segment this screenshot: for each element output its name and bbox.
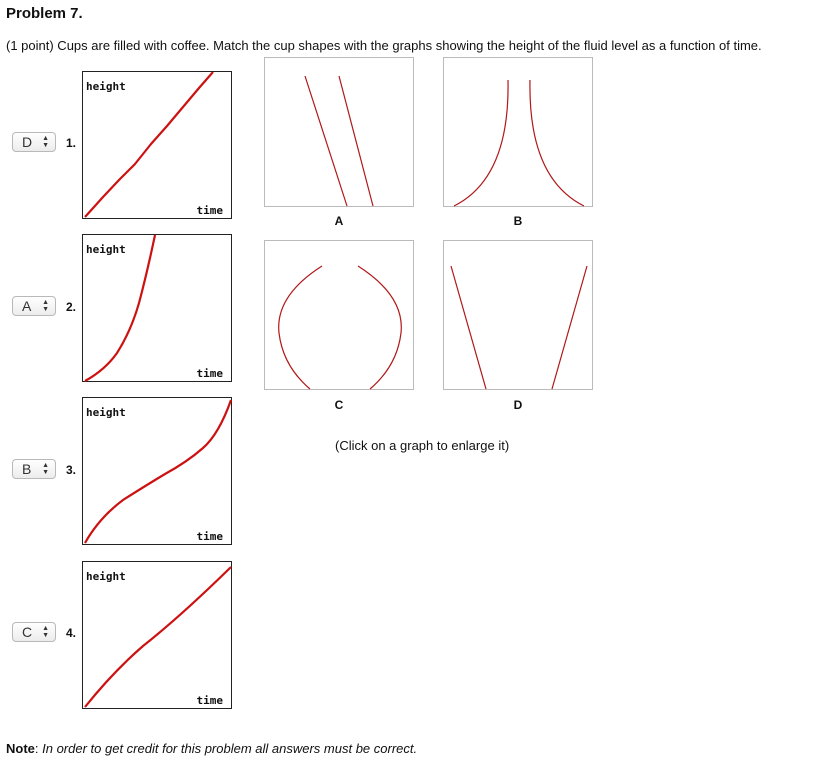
x-axis-label: time xyxy=(196,204,223,217)
cup-shape-b[interactable] xyxy=(443,57,593,207)
y-axis-label: height xyxy=(86,243,126,256)
answer-select-1[interactable] xyxy=(12,132,56,152)
cup-label-b: B xyxy=(513,214,523,228)
note-text: In order to get credit for this problem all answers must be correct. xyxy=(42,741,418,756)
cup-shape-d[interactable] xyxy=(443,240,593,390)
note-label: Note xyxy=(6,741,35,756)
graph-number: 1. xyxy=(66,136,77,150)
updown-arrows-icon: ▲ ▼ xyxy=(42,299,49,313)
selected-value: B xyxy=(22,461,32,477)
cup-outline xyxy=(444,241,594,391)
updown-arrows-icon: ▲ ▼ xyxy=(42,625,49,639)
graph-number: 4. xyxy=(66,626,77,640)
problem-title: Problem 7. xyxy=(6,5,83,22)
y-axis-label: height xyxy=(86,570,126,583)
x-axis-label: time xyxy=(196,530,223,543)
updown-arrows-icon: ▲ ▼ xyxy=(42,135,49,149)
height-curve xyxy=(83,72,233,220)
height-curve xyxy=(83,235,233,383)
selected-value: C xyxy=(22,624,33,640)
height-curve xyxy=(83,562,233,710)
cup-label-a: A xyxy=(334,214,344,228)
height-time-graph-3[interactable] xyxy=(82,397,232,545)
cup-label-d: D xyxy=(513,398,523,412)
cup-outline xyxy=(265,241,415,391)
selected-value: D xyxy=(22,134,33,150)
problem-prompt: (1 point) Cups are filled with coffee. Match the cup shapes with the graphs showing the height of the fluid level as a function of time. xyxy=(6,38,762,53)
cup-outline xyxy=(444,58,594,208)
height-time-graph-1[interactable] xyxy=(82,71,232,219)
enlarge-hint: (Click on a graph to enlarge it) xyxy=(335,438,510,453)
selected-value: A xyxy=(22,298,32,314)
x-axis-label: time xyxy=(196,694,223,707)
height-time-graph-4[interactable] xyxy=(82,561,232,709)
height-curve xyxy=(83,398,233,546)
graph-number: 2. xyxy=(66,300,77,314)
answer-select-4[interactable] xyxy=(12,622,56,642)
height-time-graph-2[interactable] xyxy=(82,234,232,382)
answer-select-3[interactable] xyxy=(12,459,56,479)
cup-label-c: C xyxy=(334,398,344,412)
y-axis-label: height xyxy=(86,406,126,419)
cup-outline xyxy=(265,58,415,208)
graph-number: 3. xyxy=(66,463,77,477)
x-axis-label: time xyxy=(196,367,223,380)
updown-arrows-icon: ▲ ▼ xyxy=(42,462,49,476)
y-axis-label: height xyxy=(86,80,126,93)
cup-shape-c[interactable] xyxy=(264,240,414,390)
footer-note: Note: In order to get credit for this problem all answers must be correct. xyxy=(6,741,418,756)
answer-select-2[interactable] xyxy=(12,296,56,316)
cup-shape-a[interactable] xyxy=(264,57,414,207)
